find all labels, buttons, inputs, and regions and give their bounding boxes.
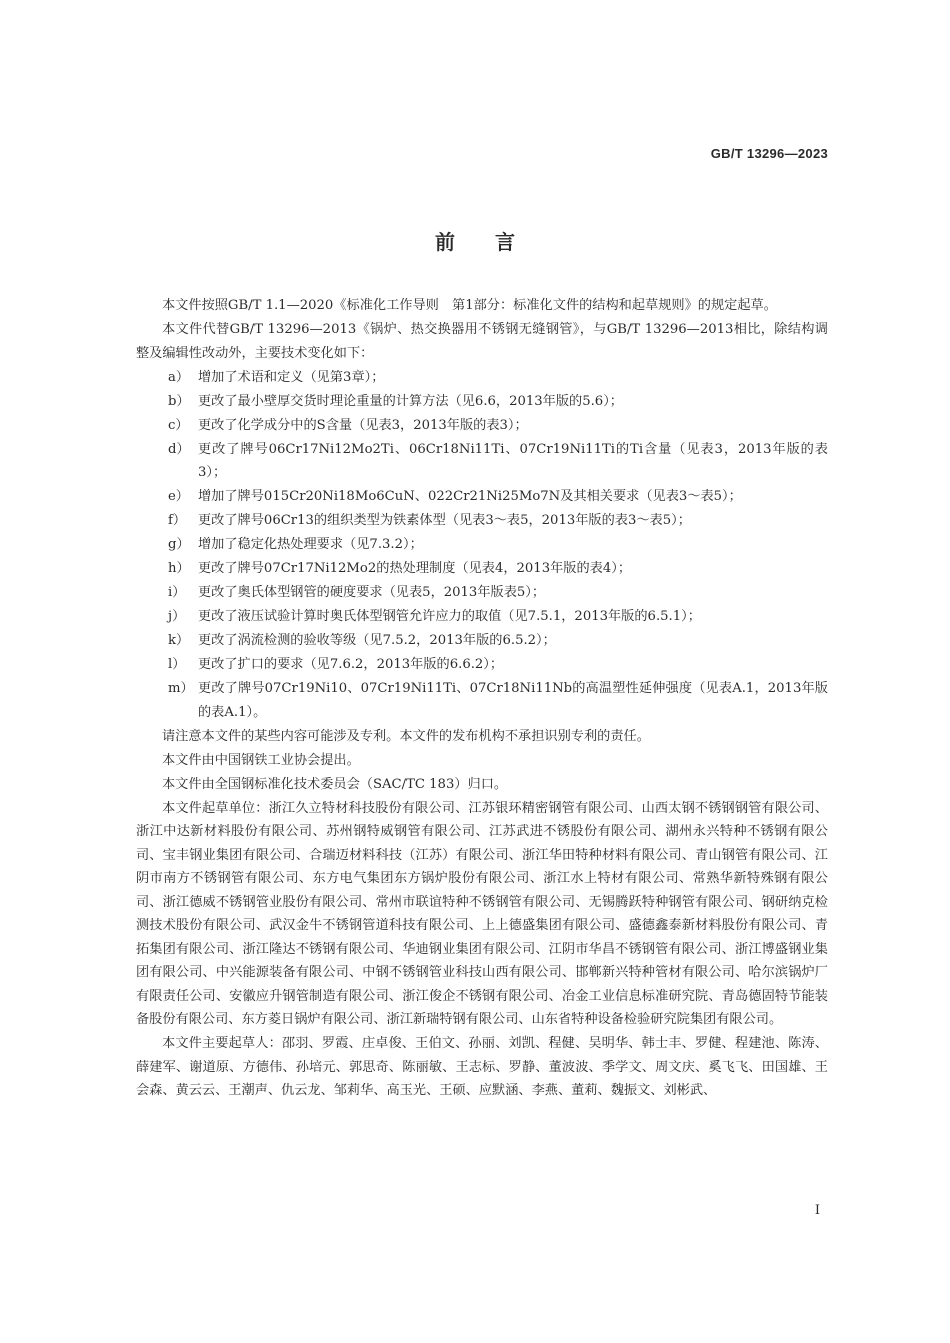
paragraph-proposer: 本文件由中国钢铁工业协会提出。 — [162, 752, 360, 768]
item-text: 更改了涡流检测的验收等级（见7.5.2，2013年版的6.5.2）； — [198, 633, 556, 648]
change-item-g — [136, 533, 828, 557]
item-text: 更改了牌号07Cr17Ni12Mo2的热处理制度（见表4，2013年版的表4）； — [198, 561, 632, 576]
change-item-k — [136, 629, 828, 653]
item-label: l） — [168, 657, 186, 672]
item-text: 更改了化学成分中的S含量（见表3，2013年版的表3）； — [198, 417, 528, 433]
paragraph-committee: 本文件由全国钢标准化技术委员会（SAC/TC 183）归口。 — [162, 776, 508, 792]
item-text: 更改了扩口的要求（见7.6.2，2013年版的6.6.2）； — [198, 657, 504, 672]
standard-number: GB/T 13296—2023 — [710, 146, 828, 161]
item-label: c） — [168, 417, 189, 433]
paragraph-patent-notice: 请注意本文件的某些内容可能涉及专利。本文件的发布机构不承担识别专利的责任。 — [162, 728, 650, 744]
change-item-a — [136, 366, 828, 390]
paragraph-drafting-rules: 本文件按照GB/T 1.1—2020《标准化工作导则 第1部分：标准化文件的结构和起草规则》的规定起草。 — [162, 298, 777, 313]
item-text: 更改了牌号07Cr19Ni10、07Cr19Ni11Ti、07Cr18Ni11Nb的高温塑性延伸强度（见表A.1，2013年版的表A.1）。 — [198, 681, 828, 720]
item-text: 更改了牌号06Cr17Ni12Mo2Ti、06Cr18Ni11Ti、07Cr19Ni11Ti的Ti含量（见表3，2013年版的表3）； — [198, 441, 828, 480]
item-label: j） — [168, 609, 186, 624]
item-label: h） — [168, 561, 190, 576]
paragraph-drafting-units: 本文件起草单位：浙江久立特材科技股份有限公司、江苏银环精密钢管有限公司、山西太钢不锈钢钢管有限公司、浙江中达新材料股份有限公司、苏州钢特威钢管有限公司、江苏武进不锈股份有限公司、湖州永兴特种不锈钢有限公司、宝丰钢业集团有限公司、合瑞迈材料科技（江苏）有限公司、浙江华田特种材料有限公司、青山钢管有限公司、江阴市南方不锈钢管有限公司、东方电气集团东方锅炉股份有限公司、浙江水上特材有限公司、常熟华新特殊钢有限公司、浙江德威不锈钢管业股份有限公司、常州市联谊特种不锈钢管有限公司、无锡腾跃特种钢管有限公司、钢研纳克检测技术股份有限公司、武汉金牛不锈钢管道科技有限公司、上上德盛集团有限公司、盛德鑫泰新材料股份有限公司、青拓集团有限公司、浙江隆达不锈钢有限公司、华迪钢业集团有限公司、江阴市华昌不锈钢管有限公司、浙江博盛钢业集团有限公司、中兴能源装备有限公司、中钢不锈钢管业科技山西有限公司、邯郸新兴特种管材有限公司、哈尔滨锅炉厂有限责任公司、安徽应升钢管制造有限公司、浙江俊企不锈钢有限公司、冶金工业信息标准研究院、青岛德固特节能装备股份有限公司、东方菱日锅炉有限公司、浙江新瑞特钢有限公司、山东省特种设备检验研究院集团有限公司。 — [136, 800, 828, 1027]
change-item-f — [136, 509, 828, 533]
item-label: f） — [168, 513, 187, 528]
paragraph-drafters: 本文件主要起草人：邵羽、罗霞、庄卓俊、王伯文、孙丽、刘凯、程健、吴明华、韩士丰、罗健、程建池、陈涛、薛建军、谢道原、方德伟、孙培元、郭思奇、陈丽敏、王志标、罗静、董波波、季学文、周文庆、奚飞飞、田国雄、王会森、黄云云、王潮声、仇云龙、邹莉华、高玉光、王硕、应默涵、李燕、董莉、魏振文、刘彬武、 — [136, 1036, 828, 1098]
change-item-l — [136, 653, 828, 677]
item-label: d） — [168, 441, 190, 457]
change-item-e — [136, 485, 828, 509]
item-text: 更改了奥氏体型钢管的硬度要求（见表5，2013年版表5）； — [198, 585, 546, 600]
item-text: 增加了术语和定义（见第3章）； — [198, 369, 385, 385]
item-label: i） — [168, 585, 186, 600]
change-item-d — [136, 438, 828, 485]
page-title: 前言 — [435, 230, 555, 254]
change-item-m — [136, 677, 828, 724]
item-text: 更改了牌号06Cr13的组织类型为铁素体型（见表3～表5，2013年版的表3～表5）； — [198, 513, 691, 528]
item-label: k） — [168, 633, 190, 648]
item-text: 更改了液压试验计算时奥氏体型钢管允许应力的取值（见7.5.1，2013年版的6.5.1）； — [198, 609, 701, 624]
item-label: m） — [168, 681, 194, 696]
document-body — [136, 294, 828, 1103]
item-text: 增加了稳定化热处理要求（见7.3.2）； — [198, 537, 423, 552]
page-number: I — [814, 1203, 820, 1218]
item-label: b） — [168, 393, 190, 409]
item-text: 增加了牌号015Cr20Ni18Mo6CuN、022Cr21Ni25Mo7N及其相关要求（见表3～表5）； — [198, 489, 742, 504]
change-item-h — [136, 557, 828, 581]
item-label: g） — [168, 537, 190, 552]
item-label: e） — [168, 489, 189, 504]
change-item-i — [136, 581, 828, 605]
change-item-b — [136, 390, 828, 414]
change-item-c — [136, 414, 828, 438]
item-text: 更改了最小壁厚交货时理论重量的计算方法（见6.6，2013年版的5.6）； — [198, 393, 623, 409]
paragraph-replacement: 本文件代替GB/T 13296—2013《锅炉、热交换器用不锈钢无缝钢管》，与GB/T 13296—2013相比，除结构调整及编辑性改动外，主要技术变化如下： — [136, 322, 828, 361]
change-item-j — [136, 605, 828, 629]
item-label: a） — [168, 369, 190, 385]
